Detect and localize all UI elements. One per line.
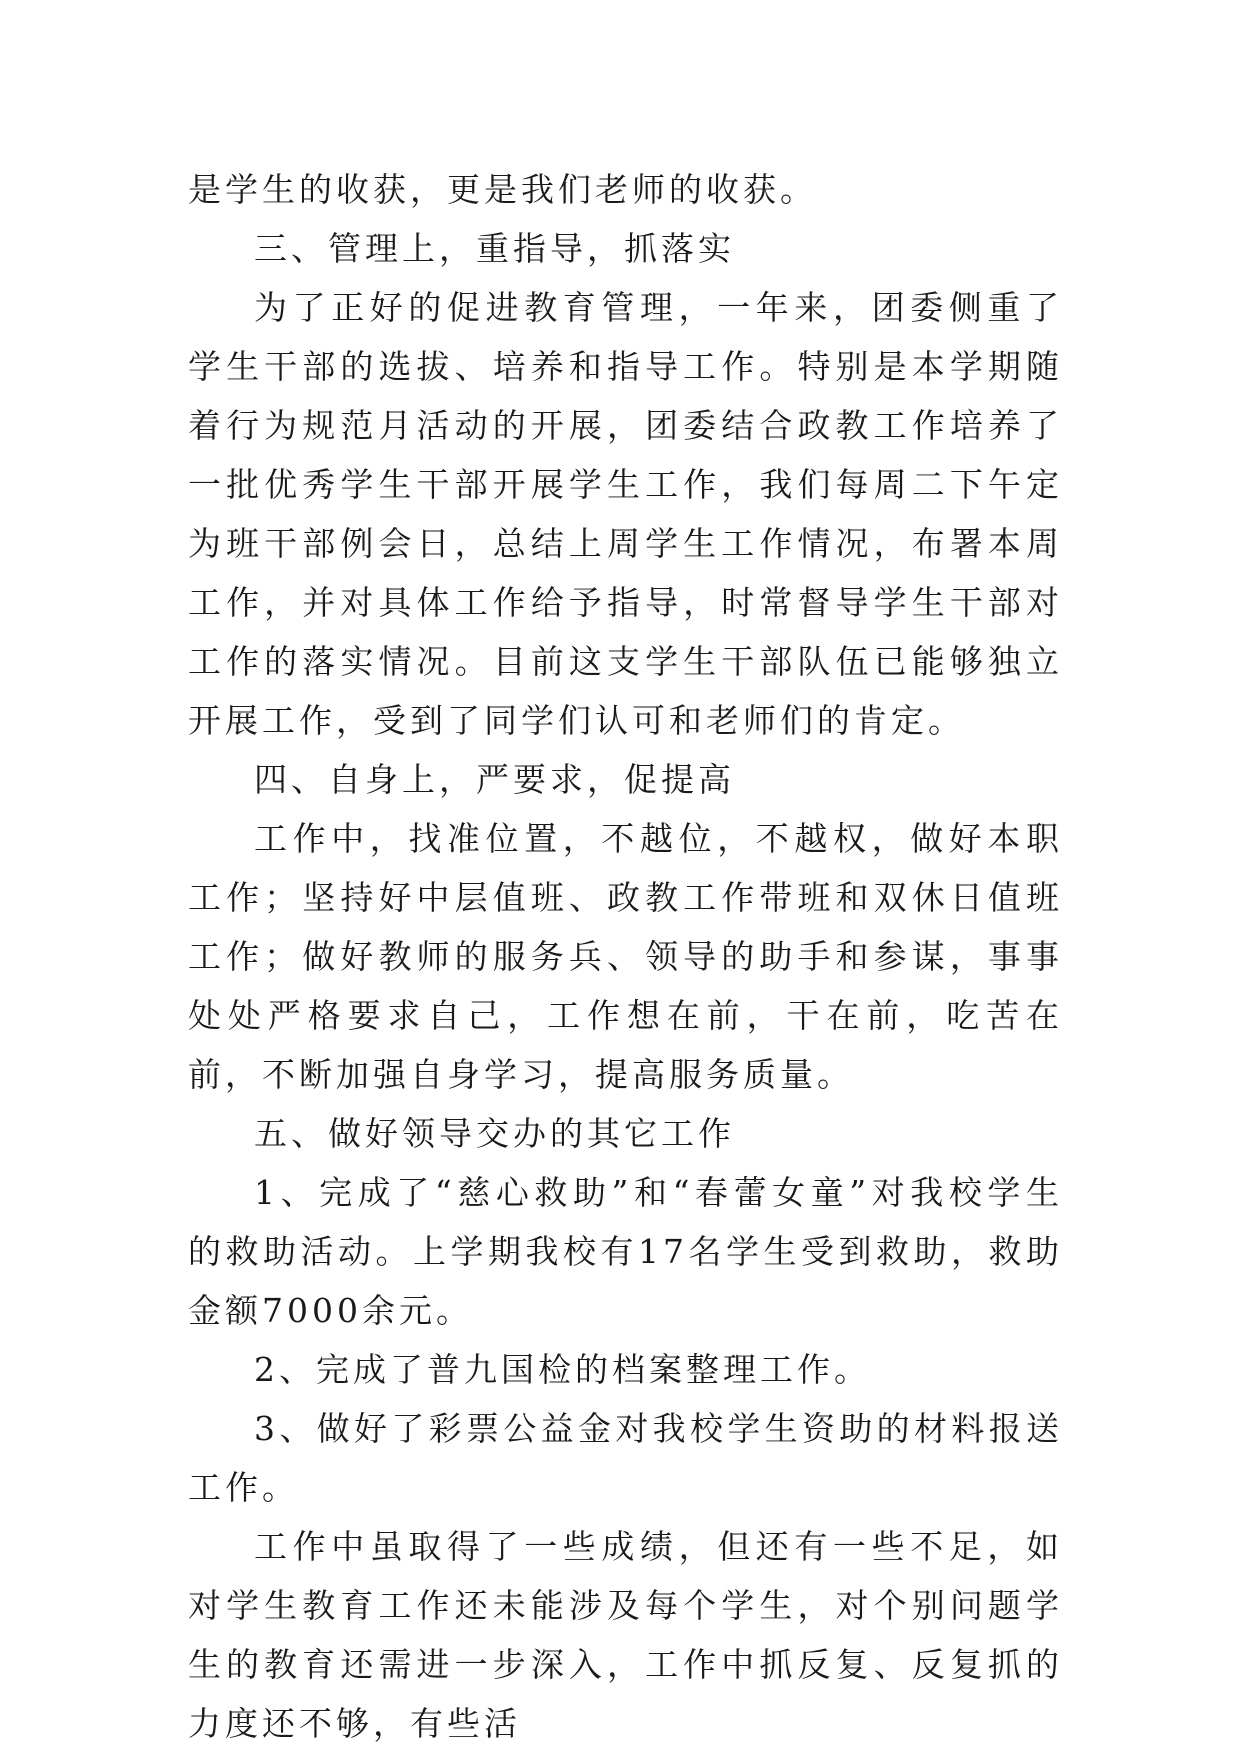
list-item-3: 3、做好了彩票公益金对我校学生资助的材料报送工作。 <box>188 1409 1063 1507</box>
document-body <box>188 160 1063 1753</box>
paragraph-shortcomings: 工作中虽取得了一些成绩，但还有一些不足，如对学生教育工作还未能涉及每个学生，对个别问题学生的教育还需进一步深入，工作中抓反复、反复抓的力度还不够，有些活 <box>188 1527 1063 1743</box>
list-item-1: 1、完成了“慈心救助”和“春蕾女童”对我校学生的救助活动。上学期我校有17名学生受到救助，救助金额7000余元。 <box>188 1173 1063 1330</box>
list-item-2: 2、完成了普九国检的档案整理工作。 <box>254 1350 871 1389</box>
section-heading-3: 三、管理上，重指导，抓落实 <box>254 229 735 268</box>
paragraph-self-improvement: 工作中，找准位置，不越位，不越权，做好本职工作；坚持好中层值班、政教工作带班和双休日值班工作；做好教师的服务兵、领导的助手和参谋，事事处处严格要求自己，工作想在前，干在前，吃苦在前，不断加强自身学习，提高服务质量。 <box>188 819 1063 1094</box>
section-heading-5: 五、做好领导交办的其它工作 <box>254 1114 735 1153</box>
paragraph-continuation: 是学生的收获，更是我们老师的收获。 <box>188 170 817 209</box>
paragraph-management: 为了正好的促进教育管理，一年来，团委侧重了学生干部的选拔、培养和指导工作。特别是本学期随着行为规范月活动的开展，团委结合政教工作培养了一批优秀学生干部开展学生工作，我们每周二下午定为班干部例会日，总结上周学生工作情况，布署本周工作，并对具体工作给予指导，时常督导学生干部对工作的落实情况。目前这支学生干部队伍已能够独立开展工作，受到了同学们认可和老师们的肯定。 <box>188 288 1063 740</box>
section-heading-4: 四、自身上，严要求，促提高 <box>254 760 735 799</box>
